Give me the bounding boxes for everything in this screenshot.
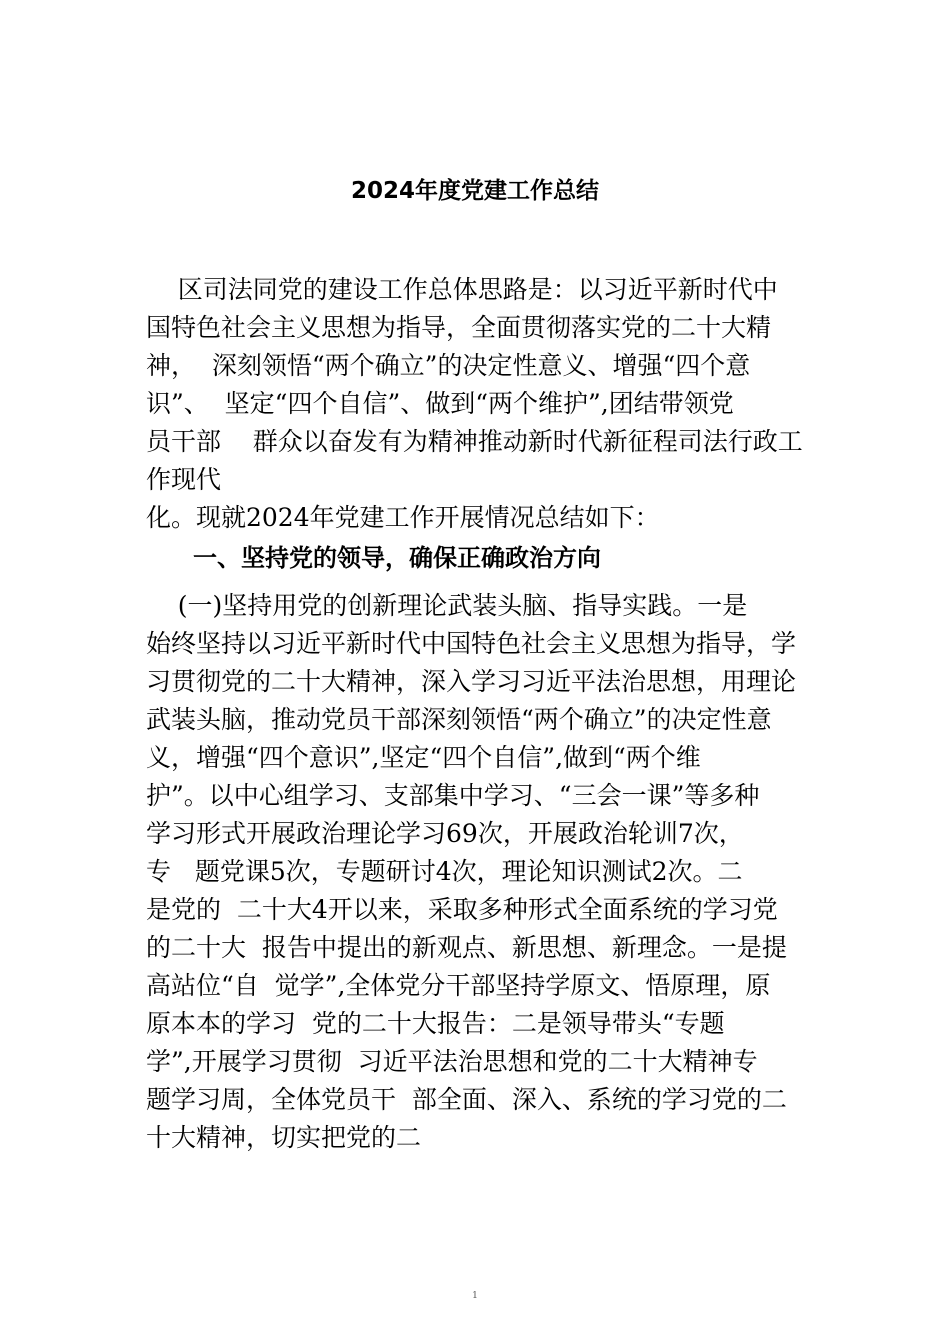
page-number: 1 [472, 1291, 478, 1301]
body-line: 题学习周，全体党员干 部全面、深入、系统的学习党的二 [146, 1085, 787, 1114]
body-line: 十大精神，切实把党的二 [146, 1123, 422, 1152]
body-line: 学习形式开展政治理论学习69次，开展政治轮训7次， [146, 819, 744, 848]
intro-line: 识”、 坚定“四个自信”、做到“两个维护”,团结带领党 [146, 389, 734, 418]
body-line: 习贯彻党的二十大精神，深入学习习近平法治思想，用理论 [146, 667, 797, 696]
intro-line: 神， 深刻领悟“两个确立”的决定性意义、增强“四个意 [146, 351, 751, 380]
intro-line: 化。现就2024年党建工作开展情况总结如下： [146, 503, 660, 532]
body-line: 护”。以中心组学习、支部集中学习、“三会一课”等多种 [146, 781, 760, 810]
body-line: 原本本的学习 党的二十大报告：二是领导带头“专题 [146, 1009, 725, 1038]
body-line: (一)坚持用党的创新理论武装头脑、指导实践。一是 [146, 591, 748, 620]
body-line: 的二十大 报告中提出的新观点、新思想、新理念。一是提 [146, 933, 787, 962]
intro-line: 作现代 [146, 465, 222, 494]
intro-line: 区司法同党的建设工作总体思路是：以习近平新时代中 [146, 275, 778, 304]
body-line: 始终坚持以习近平新时代中国特色社会主义思想为指导，学 [146, 629, 797, 658]
body-line: 武装头脑，推动党员干部深刻领悟“两个确立”的决定性意 [146, 705, 772, 734]
section-heading: 一、坚持党的领导，确保正确政治方向 [193, 544, 601, 572]
body-line: 是党的 二十大4开以来，采取多种形式全面系统的学习党 [146, 895, 778, 924]
body-line: 义，增强“四个意识”,坚定“四个自信”,做到“两个维 [146, 743, 701, 772]
intro-line: 国特色社会主义思想为指导，全面贯彻落实党的二十大精 [146, 313, 772, 342]
body-line: 高站位“自 觉学”,全体党分干部坚持学原文、悟原理，原 [146, 971, 771, 1000]
document-title: 2024年度党建工作总结 [350, 178, 599, 204]
intro-line: 员干部 群众以奋发有为精神推动新时代新征程司法行政工 [146, 427, 803, 456]
body-line: 学”,开展学习贯彻 习近平法治思想和党的二十大精神专 [146, 1047, 758, 1076]
body-line: 专 题党课5次，专题研讨4次，理论知识测试2次。二 [146, 857, 743, 886]
